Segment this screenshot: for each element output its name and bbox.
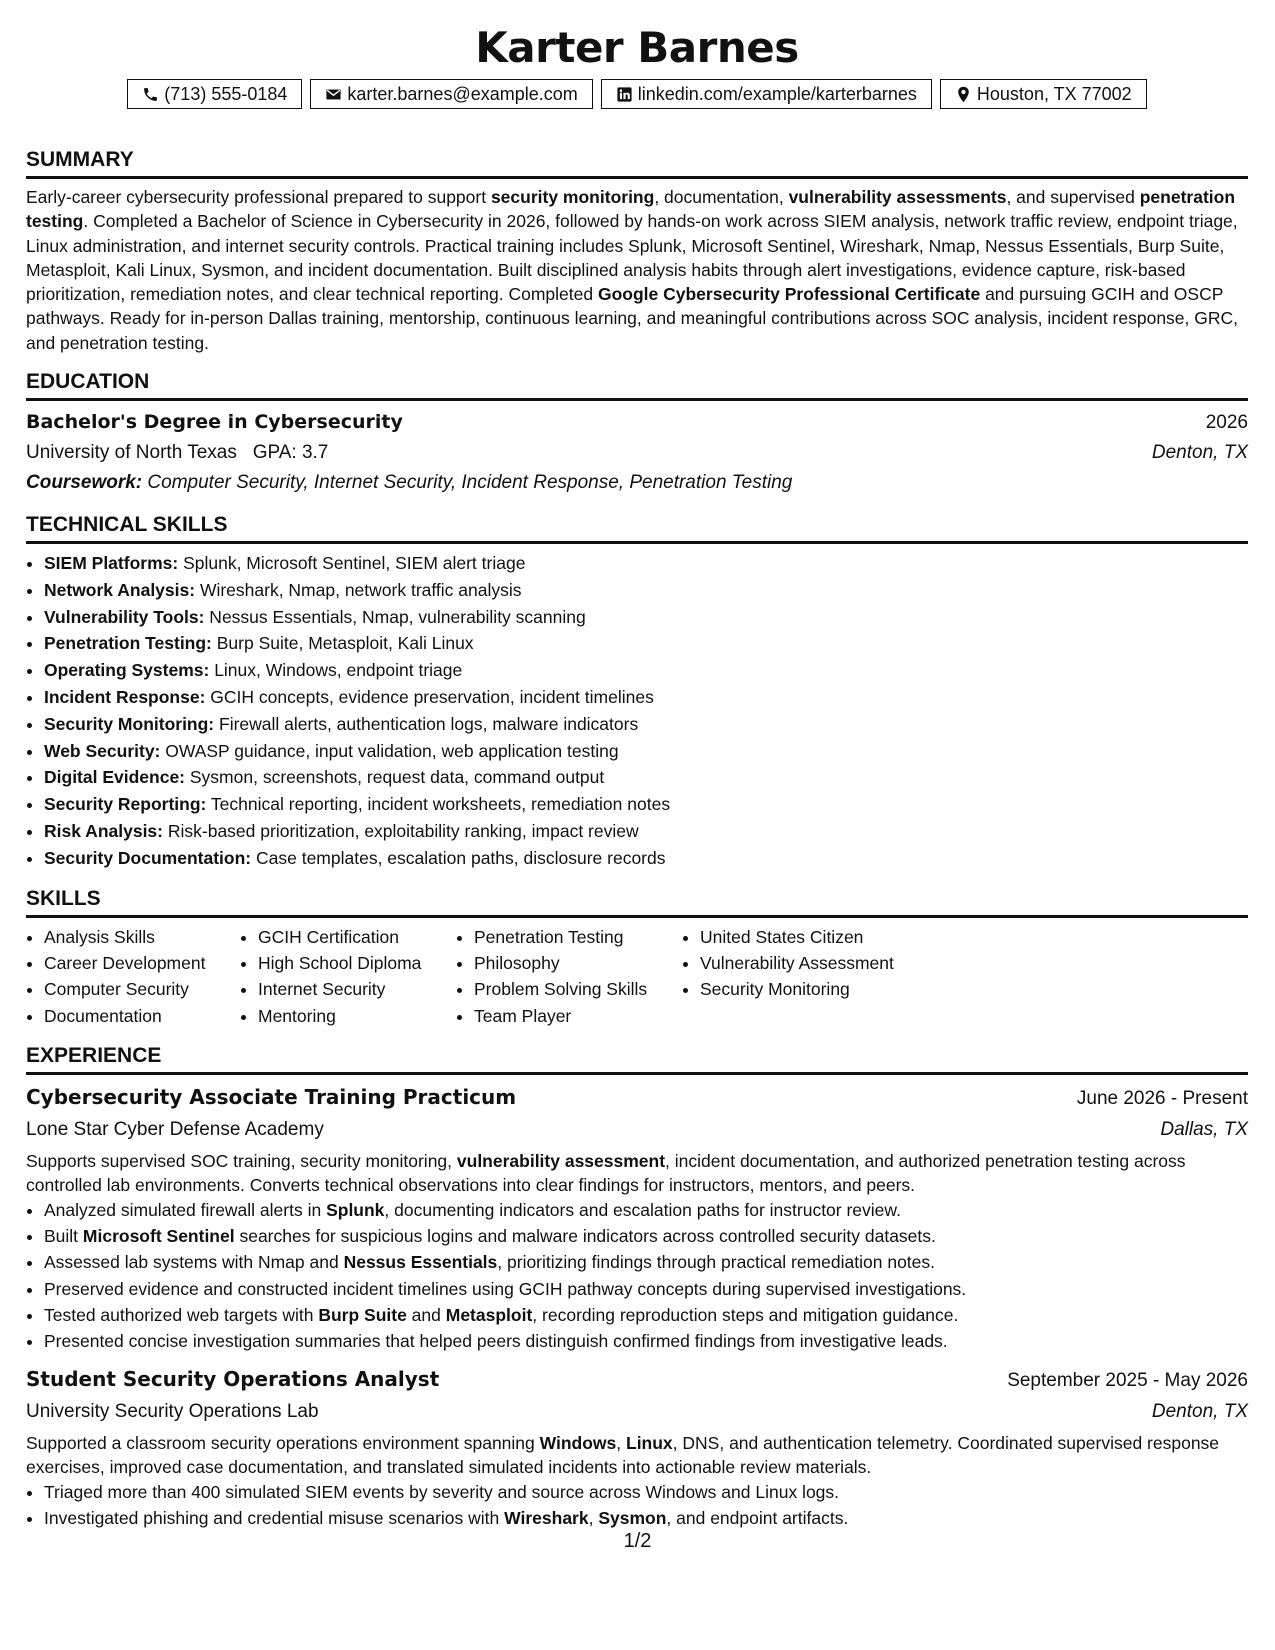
section-title-summary: SUMMARY bbox=[26, 147, 1248, 179]
desc-part: Supports supervised SOC training, security monitoring, bbox=[26, 1150, 457, 1171]
list-item bbox=[44, 1505, 1248, 1531]
skill-label: Risk Analysis: bbox=[44, 821, 163, 842]
list-item bbox=[44, 1276, 1248, 1302]
summary-text bbox=[26, 185, 1248, 355]
phone-text: (713) 555-0184 bbox=[164, 84, 288, 104]
skill-label: Operating Systems: bbox=[44, 660, 210, 681]
summary-section bbox=[26, 147, 1248, 355]
list-item: • Penetration Testing bbox=[474, 924, 682, 950]
bullet-part: , bbox=[588, 1507, 599, 1528]
list-item: • High School Diploma bbox=[258, 950, 456, 976]
contact-linkedin[interactable] bbox=[601, 79, 932, 109]
bullet-part: , documenting indicators and escalation paths for instructor review. bbox=[384, 1199, 901, 1220]
bullet-part: Built bbox=[44, 1226, 83, 1247]
envelope-icon bbox=[325, 86, 342, 103]
skills-column-1 bbox=[26, 924, 240, 1029]
bullet-part: Triaged more than 400 simulated SIEM events by severity and source across Windows and Linux logs. bbox=[44, 1481, 840, 1502]
school-name: University of North Texas bbox=[26, 442, 237, 464]
skills-grid bbox=[26, 924, 1248, 1029]
bullet-part: , recording reproduction steps and mitigation guidance. bbox=[532, 1305, 959, 1326]
bullet-part: , and endpoint artifacts. bbox=[666, 1507, 849, 1528]
list-item bbox=[44, 684, 1248, 711]
bullet-part: Assessed lab systems with Nmap and bbox=[44, 1252, 344, 1273]
degree-year: 2026 bbox=[1205, 412, 1248, 434]
summary-text-part: , and supervised bbox=[1006, 187, 1140, 207]
summary-text-part: , documentation, bbox=[654, 187, 789, 207]
bullet-bold: Metasploit bbox=[445, 1305, 533, 1326]
list-item: • GCIH Certification bbox=[258, 924, 456, 950]
coursework-label: Coursework: bbox=[26, 472, 143, 494]
bullet-part: Tested authorized web targets with bbox=[44, 1305, 319, 1326]
list-item bbox=[44, 764, 1248, 791]
list-item bbox=[44, 791, 1248, 818]
job-title: Student Security Operations Analyst bbox=[26, 1366, 440, 1391]
coursework bbox=[26, 468, 1248, 498]
school-row bbox=[26, 438, 1248, 468]
list-item: • Internet Security bbox=[258, 976, 456, 1002]
job-entry-1 bbox=[26, 1081, 1248, 1355]
summary-bold: vulnerability assessments bbox=[788, 187, 1007, 207]
bullet-part: searches for suspicious logins and malware indicators across controlled security datasets. bbox=[234, 1226, 936, 1247]
job-org: Lone Star Cyber Defense Academy bbox=[26, 1118, 324, 1140]
job-bullets bbox=[26, 1197, 1248, 1355]
candidate-name: Karter Barnes bbox=[475, 23, 799, 72]
job-bullets bbox=[26, 1479, 1248, 1532]
list-item: • Team Player bbox=[474, 1003, 682, 1029]
summary-bold: security monitoring bbox=[490, 187, 655, 207]
degree-title: Bachelor's Degree in Cybersecurity bbox=[26, 411, 403, 434]
list-item: • Documentation bbox=[44, 1003, 240, 1029]
bullet-part: Investigated phishing and credential misuse scenarios with bbox=[44, 1507, 505, 1528]
list-item bbox=[44, 577, 1248, 604]
desc-part: , DNS, and authentication telemetry. Coordinated supervised response exercises, improved case documentation, and translated simulated incidents into actionable review materials. bbox=[26, 1432, 1220, 1477]
bullet-part: , prioritizing findings through practical remediation notes. bbox=[497, 1252, 936, 1273]
skill-text: Risk-based prioritization, exploitability ranking, impact review bbox=[163, 821, 639, 842]
list-item: • Vulnerability Assessment bbox=[700, 950, 960, 976]
coursework-list: Computer Security, Internet Security, Incident Response, Penetration Testing bbox=[142, 472, 793, 494]
desc-part: Supported a classroom security operations environment spanning bbox=[26, 1432, 540, 1453]
resume-page bbox=[26, 0, 1248, 1531]
degree-row bbox=[26, 407, 1248, 438]
summary-text-part: Early-career cybersecurity professional prepared to support bbox=[26, 187, 491, 207]
bullet-bold: Wireshark bbox=[504, 1507, 589, 1528]
skill-text: OWASP guidance, input validation, web application testing bbox=[160, 740, 619, 761]
list-item bbox=[44, 818, 1248, 845]
list-item bbox=[44, 630, 1248, 657]
job-title: Cybersecurity Associate Training Practicum bbox=[26, 1084, 517, 1109]
summary-text-part: and pursuing GCIH and OSCP pathways. Ready for in-person Dallas training, mentorship, continuous learning, and meaningful contributions across SOC analysis, incident response, GRC, and penetration testing. bbox=[26, 284, 1239, 353]
job-dates: September 2025 - May 2026 bbox=[1007, 1369, 1248, 1391]
section-title-technical-skills: TECHNICAL SKILLS bbox=[26, 512, 1248, 544]
bullet-bold: Burp Suite bbox=[318, 1305, 407, 1326]
experience-section bbox=[26, 1043, 1248, 1531]
job-location: Dallas, TX bbox=[1160, 1118, 1248, 1140]
school-line bbox=[26, 438, 328, 468]
list-item bbox=[44, 1328, 1248, 1354]
list-item: • Philosophy bbox=[474, 950, 682, 976]
section-title-skills: SKILLS bbox=[26, 886, 1248, 918]
section-title-education: EDUCATION bbox=[26, 369, 1248, 401]
skill-text: Wireshark, Nmap, network traffic analysis bbox=[195, 579, 522, 600]
list-item bbox=[44, 550, 1248, 577]
skill-label: Digital Evidence: bbox=[44, 767, 186, 788]
list-item bbox=[44, 1223, 1248, 1249]
job-org-row bbox=[26, 1397, 1248, 1427]
school-location: Denton, TX bbox=[1151, 442, 1248, 464]
job-entry-2 bbox=[26, 1363, 1248, 1532]
skill-label: Incident Response: bbox=[44, 687, 206, 708]
list-item: • Computer Security bbox=[44, 976, 240, 1002]
skill-text: Sysmon, screenshots, request data, command output bbox=[185, 767, 605, 788]
list-item bbox=[44, 604, 1248, 631]
skills-section bbox=[26, 886, 1248, 1029]
page-number: 1/2 bbox=[623, 1530, 652, 1552]
email-text: karter.barnes@example.com bbox=[347, 84, 578, 104]
skill-text: Burp Suite, Metasploit, Kali Linux bbox=[211, 633, 474, 654]
skill-label: Penetration Testing: bbox=[44, 633, 212, 654]
section-title-experience: EXPERIENCE bbox=[26, 1043, 1248, 1075]
desc-bold: Linux bbox=[626, 1432, 673, 1453]
summary-bold: Google Cybersecurity Professional Certificate bbox=[597, 284, 981, 305]
skill-text: Technical reporting, incident worksheets, remediation notes bbox=[206, 794, 671, 815]
list-item: • Career Development bbox=[44, 950, 240, 976]
job-description bbox=[26, 1431, 1248, 1479]
list-item bbox=[44, 1302, 1248, 1328]
desc-bold: vulnerability assessment bbox=[456, 1150, 666, 1171]
job-header bbox=[26, 1363, 1248, 1397]
skills-column-3 bbox=[456, 924, 682, 1029]
location-text: Houston, TX 77002 bbox=[976, 84, 1132, 104]
skill-text: Nessus Essentials, Nmap, vulnerability scanning bbox=[204, 606, 586, 627]
skill-label: Vulnerability Tools: bbox=[44, 606, 205, 627]
job-org-row bbox=[26, 1115, 1248, 1145]
linkedin-text: linkedin.com/example/karterbarnes bbox=[637, 84, 917, 104]
list-item bbox=[44, 1197, 1248, 1223]
skills-column-4 bbox=[682, 924, 960, 1029]
contact-phone[interactable] bbox=[127, 79, 302, 109]
skill-label: Security Reporting: bbox=[44, 794, 207, 815]
bullet-part: Presented concise investigation summaries that helped peers distinguish confirmed findings from investigative leads. bbox=[44, 1331, 948, 1352]
map-pin-icon bbox=[955, 86, 972, 103]
desc-bold: Windows bbox=[539, 1432, 617, 1453]
linkedin-icon bbox=[616, 86, 633, 103]
list-item: • Problem Solving Skills bbox=[474, 976, 682, 1002]
skill-label: SIEM Platforms: bbox=[44, 553, 179, 574]
job-description bbox=[26, 1149, 1248, 1197]
skill-text: Case templates, escalation paths, disclosure records bbox=[251, 847, 666, 868]
skill-text: Splunk, Microsoft Sentinel, SIEM alert triage bbox=[178, 553, 526, 574]
list-item: • Analysis Skills bbox=[44, 924, 240, 950]
skill-text: GCIH concepts, evidence preservation, incident timelines bbox=[205, 687, 654, 708]
bullet-part: Analyzed simulated firewall alerts in bbox=[44, 1199, 327, 1220]
skill-text: Linux, Windows, endpoint triage bbox=[209, 660, 463, 681]
technical-skills-list bbox=[26, 550, 1248, 872]
list-item bbox=[44, 657, 1248, 684]
list-item bbox=[44, 845, 1248, 872]
phone-icon bbox=[142, 86, 159, 103]
desc-part: , incident documentation, and authorized penetration testing across controlled lab environments. Converts technical observations into clear findings for instructors, mentors, and peers. bbox=[26, 1150, 1186, 1195]
summary-text-part: . Completed a Bachelor of Science in Cybersecurity in 2026, followed by hands-on work across SIEM analysis, network traffic review, endpoint triage, Linux administration, and internet security controls. Practical training includes Splunk, Microsoft Sentinel, Wireshark, Nmap, Nessus Essentials, Burp Suite, Metasploit, Kali Linux, Sysmon, and incident documentation. Built disciplined analysis habits through alert investigations, evidence capture, risk-based prioritization, remediation notes, and clear technical reporting. Completed bbox=[26, 211, 1238, 305]
contact-location bbox=[940, 79, 1147, 109]
job-location: Denton, TX bbox=[1151, 1400, 1248, 1422]
skill-label: Web Security: bbox=[44, 740, 161, 761]
job-header bbox=[26, 1081, 1248, 1115]
gpa: GPA: 3.7 bbox=[252, 442, 329, 464]
bullet-bold: Microsoft Sentinel bbox=[82, 1226, 235, 1247]
bullet-part: Preserved evidence and constructed incident timelines using GCIH pathway concepts during supervised investigations. bbox=[44, 1278, 967, 1299]
education-section bbox=[26, 369, 1248, 498]
list-item bbox=[44, 1249, 1248, 1275]
contact-bar bbox=[26, 79, 1248, 109]
list-item: • United States Citizen bbox=[700, 924, 960, 950]
bullet-bold: Nessus Essentials bbox=[343, 1252, 498, 1273]
desc-part: , bbox=[616, 1432, 626, 1453]
skills-column-2 bbox=[240, 924, 456, 1029]
skill-label: Network Analysis: bbox=[44, 579, 196, 600]
list-item: • Mentoring bbox=[258, 1003, 456, 1029]
list-item: • Security Monitoring bbox=[700, 976, 960, 1002]
contact-email[interactable] bbox=[310, 79, 592, 109]
bullet-bold: Splunk bbox=[326, 1199, 385, 1220]
list-item bbox=[44, 738, 1248, 765]
list-item bbox=[44, 711, 1248, 738]
technical-skills-section bbox=[26, 512, 1248, 872]
skill-text: Firewall alerts, authentication logs, malware indicators bbox=[214, 713, 639, 734]
bullet-bold: Sysmon bbox=[598, 1507, 667, 1528]
list-item bbox=[44, 1479, 1248, 1505]
skill-label: Security Monitoring: bbox=[44, 713, 215, 734]
job-dates: June 2026 - Present bbox=[1076, 1087, 1248, 1109]
skill-label: Security Documentation: bbox=[44, 847, 252, 868]
job-org: University Security Operations Lab bbox=[26, 1400, 319, 1422]
summary-bold: penetration testing bbox=[26, 187, 1236, 232]
bullet-part: and bbox=[406, 1305, 446, 1326]
